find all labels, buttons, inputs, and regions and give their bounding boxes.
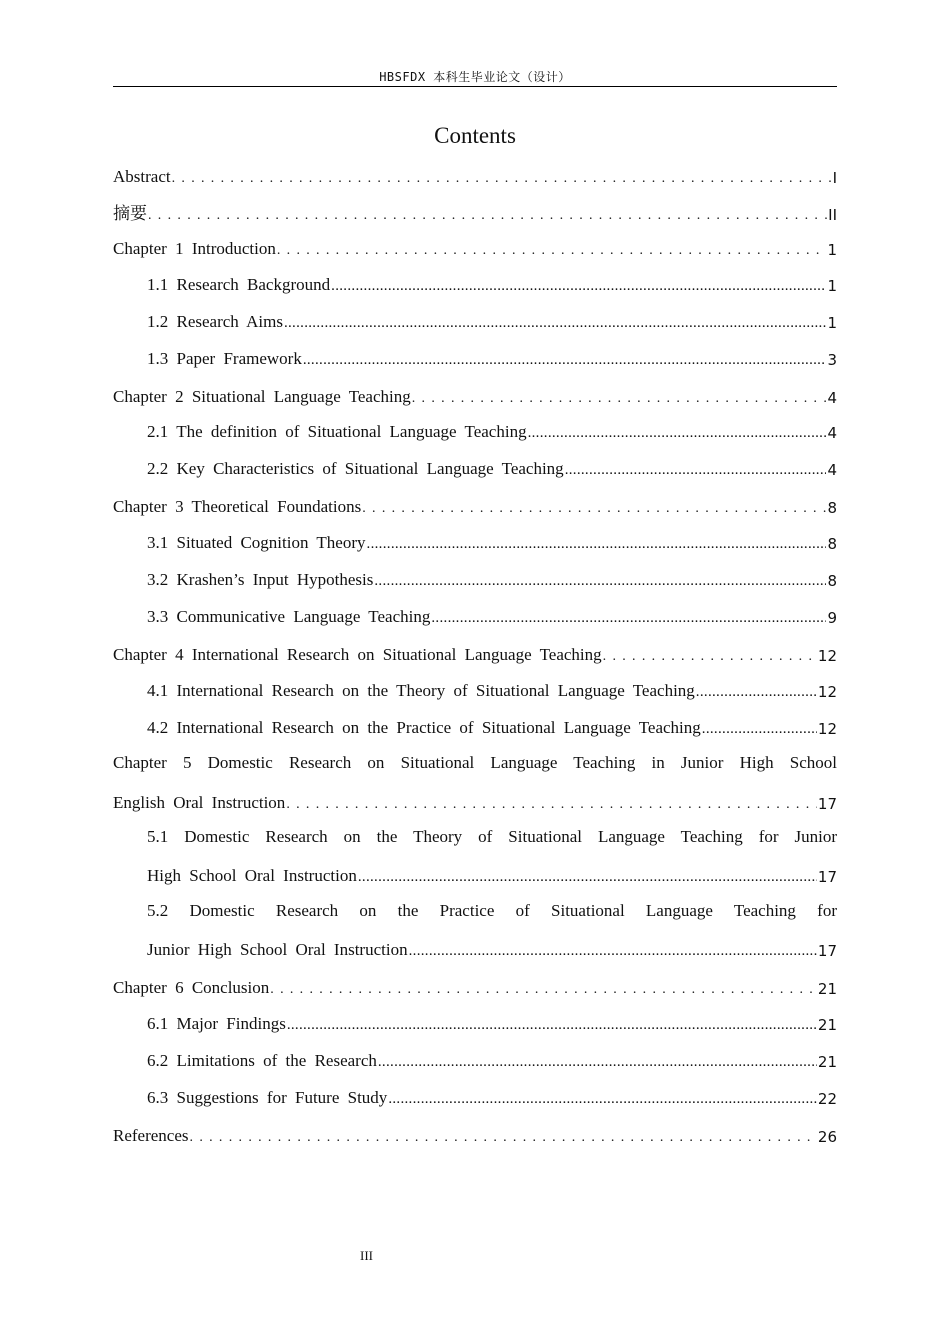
toc-entry-title: 4.2 International Research on the Practice of Situational Language Teaching	[147, 718, 701, 737]
toc-entry-title: References	[113, 1126, 189, 1145]
toc-entry-3-1[interactable]	[147, 531, 837, 553]
toc-entry-5-2[interactable]	[147, 938, 837, 960]
toc-entry-title: 6.1 Major Findings	[147, 1014, 286, 1033]
dot-leader	[148, 204, 827, 224]
toc-entry-5-2-line1[interactable]	[147, 901, 837, 923]
dot-leader	[284, 312, 827, 332]
toc-entry-title: 6.3 Suggestions for Future Study	[147, 1088, 388, 1107]
toc-page-number: 8	[827, 535, 837, 553]
header-rule	[113, 86, 837, 87]
toc-entry-title: Chapter 4 International Research on Situational Language Teaching	[113, 645, 602, 664]
dot-leader	[303, 349, 827, 369]
toc-page-number: 12	[817, 720, 837, 738]
toc-entry-title: 3.2 Krashen’s Input Hypothesis	[147, 570, 374, 589]
toc-entry-chapter-5[interactable]	[113, 791, 837, 813]
toc-entry-2-1[interactable]	[147, 420, 837, 442]
toc-entry-title: 1.3 Paper Framework	[147, 349, 302, 368]
toc-entry-5-1-line1[interactable]	[147, 827, 837, 849]
dot-leader	[528, 422, 827, 442]
dot-leader	[287, 1014, 817, 1034]
dot-leader	[286, 793, 817, 813]
toc-page-number: 3	[827, 351, 837, 369]
toc-entry-title: Chapter 1 Introduction	[113, 239, 276, 258]
toc-entry-title: 2.1 The definition of Situational Language Teaching	[147, 422, 527, 441]
toc-page-number: 21	[817, 980, 837, 998]
toc-page-number: 12	[817, 647, 837, 665]
toc-entry-1-3[interactable]	[147, 347, 837, 369]
dot-leader	[409, 940, 817, 960]
toc-entry-3-2[interactable]	[147, 568, 837, 590]
toc-entry-title: 1.2 Research Aims	[147, 312, 283, 331]
toc-entry-chapter-4[interactable]	[113, 643, 837, 665]
toc-entry-5-1[interactable]	[147, 864, 837, 886]
toc-entry-title: 5.2 Domestic Research on the Practice of Situational Language Teaching for	[147, 901, 837, 920]
toc-title: Contents	[434, 123, 516, 148]
toc-page-number: 12	[817, 683, 837, 701]
toc-page-number: 17	[817, 795, 837, 813]
dot-leader	[190, 1126, 817, 1146]
toc-entry-title: Abstract	[113, 167, 171, 186]
toc-page-number: 17	[817, 942, 837, 960]
toc-page-number: II	[828, 206, 837, 224]
page-number: III	[360, 1248, 373, 1263]
dot-leader	[696, 681, 817, 701]
toc-page-number: 9	[827, 609, 837, 627]
dot-leader	[358, 866, 817, 886]
dot-leader	[565, 459, 827, 479]
dot-leader	[270, 978, 817, 998]
dot-leader	[702, 718, 817, 738]
toc-entry-title: Chapter 5 Domestic Research on Situational Language Teaching in Junior High School	[113, 753, 837, 772]
toc-entry-chinese-abstract[interactable]	[113, 202, 837, 224]
toc-entry-title: 2.2 Key Characteristics of Situational Language Teaching	[147, 459, 564, 478]
toc-page-number: I	[832, 169, 837, 187]
dot-leader	[603, 645, 817, 665]
toc-entry-3-3[interactable]	[147, 605, 837, 627]
dot-leader	[172, 167, 832, 187]
toc-entry-title: Chapter 3 Theoretical Foundations	[113, 497, 362, 516]
toc-entry-abstract[interactable]	[113, 165, 837, 187]
toc-entry-chapter-2[interactable]	[113, 385, 837, 407]
toc-entry-6-1[interactable]	[147, 1012, 837, 1034]
toc-entry-title: 1.1 Research Background	[147, 275, 331, 294]
dot-leader	[412, 387, 827, 407]
toc-entry-title: Chapter 2 Situational Language Teaching	[113, 387, 411, 406]
toc-entry-4-1[interactable]	[147, 679, 837, 701]
toc-entry-references[interactable]	[113, 1124, 837, 1146]
toc-entry-title: 3.1 Situated Cognition Theory	[147, 533, 366, 552]
toc-entry-chapter-3[interactable]	[113, 495, 837, 517]
toc-page-number: 4	[827, 389, 837, 407]
toc-page-number: 21	[817, 1016, 837, 1034]
toc-entry-1-2[interactable]	[147, 310, 837, 332]
toc-entry-title: 6.2 Limitations of the Research	[147, 1051, 377, 1070]
toc-page-number: 17	[817, 868, 837, 886]
toc-entry-chapter-1[interactable]	[113, 237, 837, 259]
dot-leader	[362, 497, 826, 517]
running-header: HBSFDX 本科生毕业论文（设计）	[379, 70, 571, 84]
dot-leader	[331, 275, 826, 295]
toc-page-number: 4	[827, 461, 837, 479]
dot-leader	[374, 570, 826, 590]
toc-page-number: 26	[817, 1128, 837, 1146]
dot-leader	[388, 1088, 817, 1108]
toc-entry-1-1[interactable]	[147, 273, 837, 295]
toc-entry-title: 4.1 International Research on the Theory of Situational Language Teaching	[147, 681, 695, 700]
toc-page-number: 1	[827, 277, 837, 295]
toc-entry-title: 摘要	[113, 204, 147, 224]
toc-entry-4-2[interactable]	[147, 716, 837, 738]
dot-leader	[367, 533, 827, 553]
toc-entry-6-2[interactable]	[147, 1049, 837, 1071]
toc-page-number: 22	[817, 1090, 837, 1108]
toc-entry-title: English Oral Instruction	[113, 793, 286, 812]
toc-page-number: 8	[827, 572, 837, 590]
toc-entry-title: Chapter 6 Conclusion	[113, 978, 270, 997]
toc-page-number: 21	[817, 1053, 837, 1071]
toc-entry-6-3[interactable]	[147, 1086, 837, 1108]
toc-page-number: 8	[827, 499, 837, 517]
dot-leader	[277, 239, 827, 259]
toc-page-number: 1	[827, 314, 837, 332]
toc-page-number: 1	[827, 241, 837, 259]
toc-entry-2-2[interactable]	[147, 457, 837, 479]
toc-entry-title: High School Oral Instruction	[147, 866, 357, 885]
toc-entry-chapter-6[interactable]	[113, 976, 837, 998]
toc-entry-chapter-5-line1[interactable]	[113, 753, 837, 775]
toc-entry-title: 3.3 Communicative Language Teaching	[147, 607, 431, 626]
dot-leader	[378, 1051, 817, 1071]
toc-page-number: 4	[827, 424, 837, 442]
toc-entry-title: 5.1 Domestic Research on the Theory of Situational Language Teaching for Junior	[147, 827, 837, 846]
toc-entry-title: Junior High School Oral Instruction	[147, 940, 408, 959]
dot-leader	[431, 607, 826, 627]
